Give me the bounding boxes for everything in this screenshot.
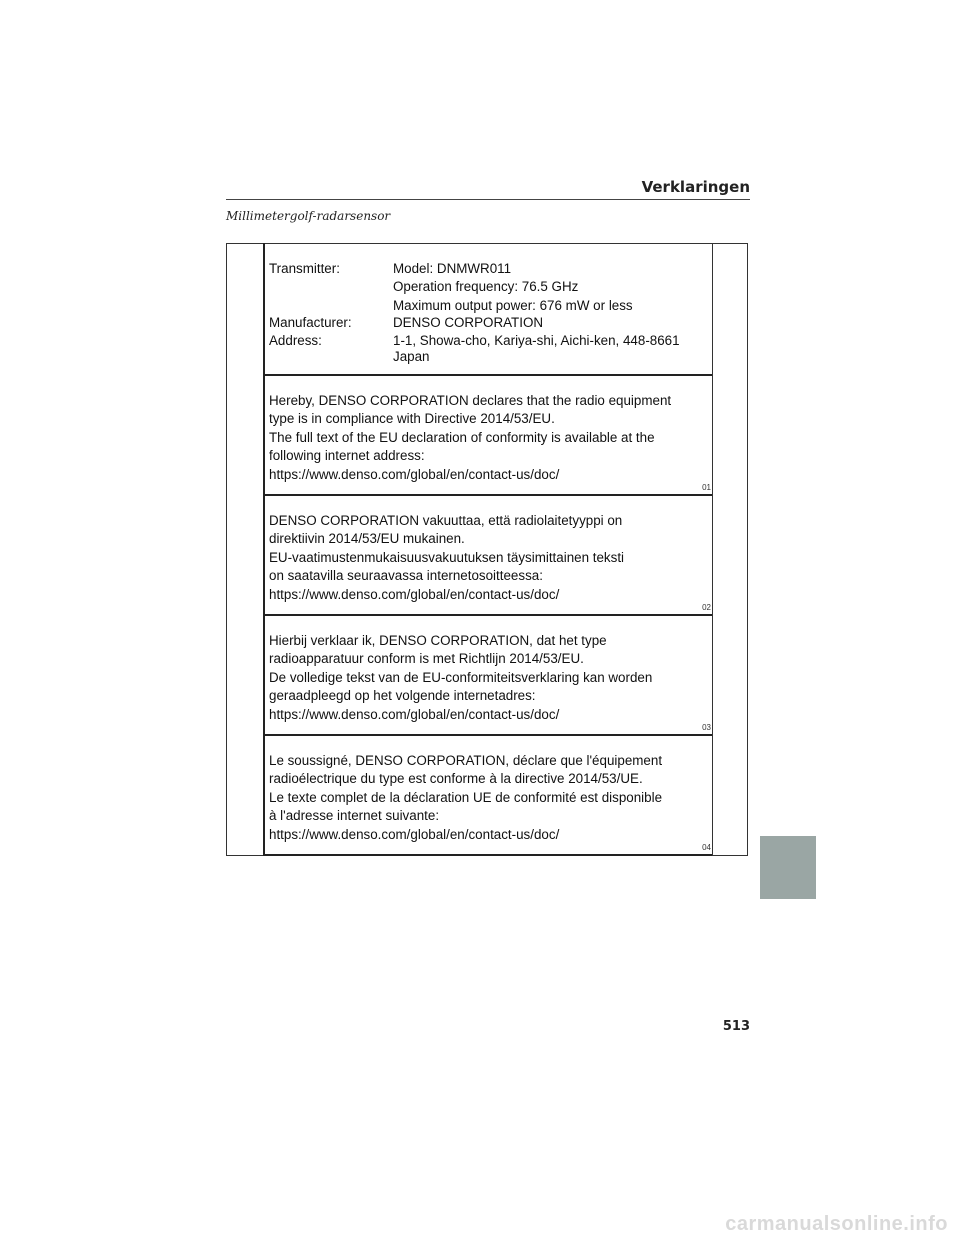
declaration-text bbox=[269, 632, 652, 724]
declaration-line-url: https://www.denso.com/global/en/contact-us/doc/ bbox=[269, 826, 560, 842]
chapter-side-tab bbox=[760, 836, 816, 899]
spec-label: Manufacturer: bbox=[269, 315, 352, 330]
declaration-line: on saatavilla seuraavassa internetosoitteessa: bbox=[269, 568, 543, 584]
spec-label: Address: bbox=[269, 333, 322, 348]
spec-block bbox=[265, 243, 712, 374]
declaration-line: geraadpleegd op het volgende internetadres: bbox=[269, 688, 536, 704]
block-code: 01 bbox=[702, 483, 711, 492]
declaration-text bbox=[269, 752, 662, 844]
declaration-line: De volledige tekst van de EU-conformiteitsverklaring kan worden bbox=[269, 669, 653, 685]
section-title: Millimetergolf-radarsensor bbox=[226, 209, 391, 223]
block-code: 02 bbox=[702, 603, 711, 612]
declaration-block-en bbox=[265, 374, 712, 494]
declaration-block-nl bbox=[265, 614, 712, 734]
spec-value: Operation frequency: 76.5 GHz bbox=[393, 279, 579, 294]
declaration-line: DENSO CORPORATION vakuuttaa, että radiolaitetyyppi on bbox=[269, 513, 623, 528]
declaration-block-fi bbox=[265, 494, 712, 614]
spec-value: Model: DNMWR011 bbox=[393, 261, 512, 276]
declaration-line: The full text of the EU declaration of conformity is available at the bbox=[269, 429, 655, 445]
page-number: 513 bbox=[722, 1019, 750, 1034]
header-divider bbox=[226, 199, 750, 200]
spec-value: Japan bbox=[393, 349, 430, 364]
declaration-line: radioapparatuur conform is met Richtlijn 2014/53/EU. bbox=[269, 651, 584, 667]
declaration-text bbox=[269, 512, 624, 604]
declaration-line: EU-vaatimustenmukaisuusvakuutuksen täysimittainen teksti bbox=[269, 549, 625, 565]
spec-value: DENSO CORPORATION bbox=[393, 315, 544, 330]
declaration-line: à l'adresse internet suivante: bbox=[269, 808, 440, 824]
declaration-block-fr bbox=[265, 734, 712, 856]
declaration-line: direktiivin 2014/53/EU mukainen. bbox=[269, 531, 465, 547]
block-code: 03 bbox=[702, 723, 711, 732]
declaration-panel bbox=[263, 243, 713, 856]
declaration-line-url: https://www.denso.com/global/en/contact-us/doc/ bbox=[269, 466, 560, 482]
declaration-line: Hereby, DENSO CORPORATION declares that the radio equipment bbox=[269, 393, 672, 408]
spec-value: 1-1, Showa-cho, Kariya-shi, Aichi-ken, 448-8661 bbox=[393, 333, 680, 348]
chapter-title: Verklaringen bbox=[641, 178, 750, 196]
declaration-line-url: https://www.denso.com/global/en/contact-us/doc/ bbox=[269, 586, 560, 602]
declaration-text bbox=[269, 392, 671, 484]
declaration-line: Hierbij verklaar ik, DENSO CORPORATION, dat het type bbox=[269, 633, 607, 648]
declaration-line: following internet address: bbox=[269, 448, 425, 464]
spec-value: Maximum output power: 676 mW or less bbox=[393, 298, 633, 313]
declaration-line: radioélectrique du type est conforme à la directive 2014/53/UE. bbox=[269, 771, 643, 787]
watermark: carmanualsonline.info bbox=[725, 1213, 948, 1235]
declaration-line: Le soussigné, DENSO CORPORATION, déclare que l'équipement bbox=[269, 753, 663, 768]
declaration-line: type is in compliance with Directive 2014/53/EU. bbox=[269, 411, 555, 427]
declaration-line-url: https://www.denso.com/global/en/contact-us/doc/ bbox=[269, 706, 560, 722]
spec-label: Transmitter: bbox=[269, 261, 340, 276]
declaration-line: Le texte complet de la déclaration UE de conformité est disponible bbox=[269, 789, 663, 805]
block-code: 04 bbox=[702, 843, 711, 852]
